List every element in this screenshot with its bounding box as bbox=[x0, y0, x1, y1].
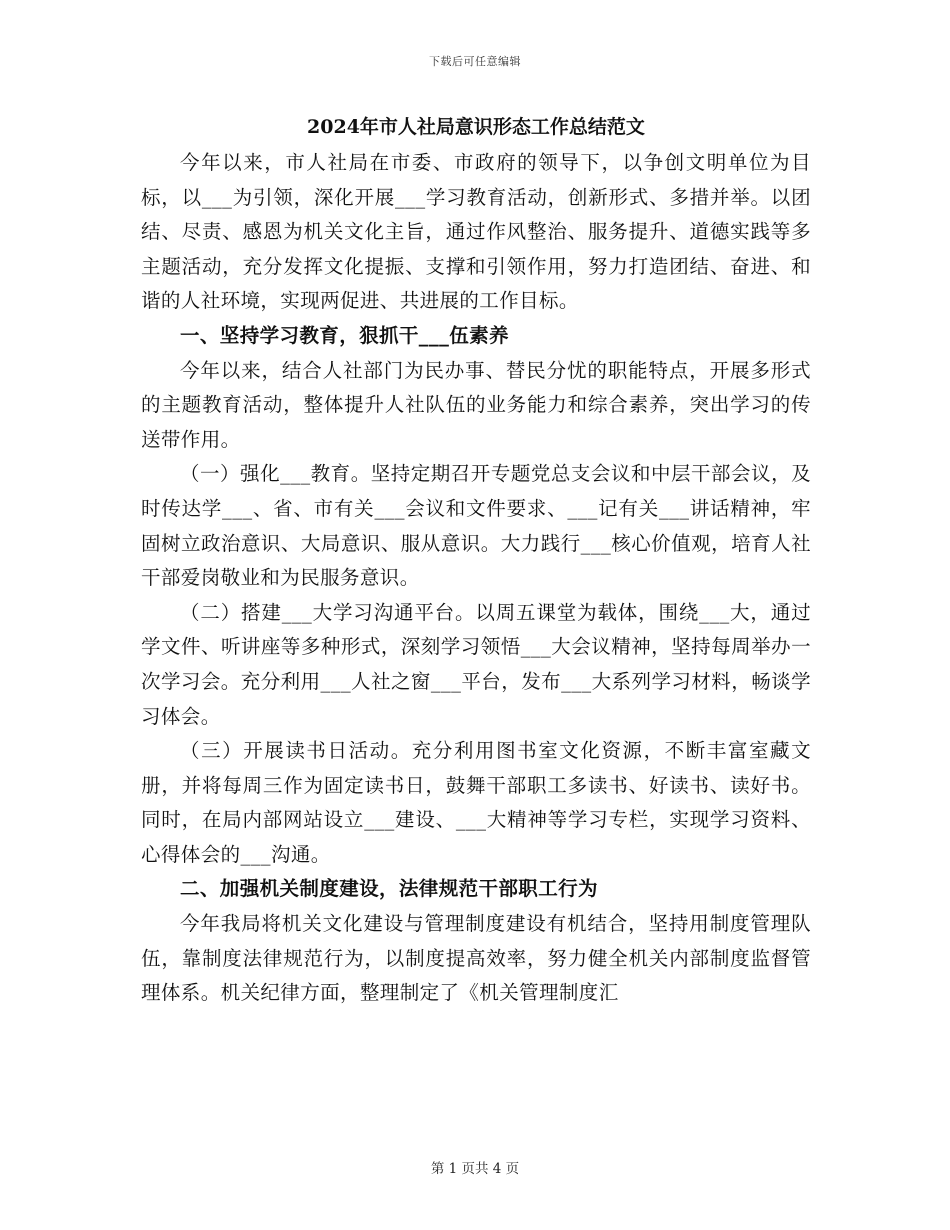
document-title: 2024年市人社局意识形态工作总结范文 bbox=[307, 116, 645, 138]
subsection-2-paragraph: （二）搭建___大学习沟通平台。以周五课堂为载体，围绕___大，通过学文件、听讲座等多种形式，深刻学习领悟___大会议精神，坚持每周举办一次学习会。充分利用___人社之窗___平台，发布___大系列学习材料，畅谈学习体会。 bbox=[141, 600, 811, 728]
page-footer: 第 1 页共 4 页 bbox=[430, 1161, 520, 1177]
header-note: 下载后可任意编辑 bbox=[429, 55, 521, 68]
section-heading-1: 一、坚持学习教育，狠抓干___伍素养 bbox=[180, 323, 509, 347]
section-1-paragraph: 今年以来，结合人社部门为民办事、替民分忧的职能特点，开展多形式的主题教育活动，整体提升人社队伍的业务能力和综合素养，突出学习的传送带作用。 bbox=[141, 358, 811, 451]
subsection-1-paragraph: （一）强化___教育。坚持定期召开专题党总支会议和中层干部会议，及时传达学___、省、市有关___会议和文件要求、___记有关___讲话精神，牢固树立政治意识、大局意识、服从意识。大力践行___核心价值观，培育人社干部爱岗敬业和为民服务意识。 bbox=[141, 462, 811, 590]
document-body bbox=[141, 112, 811, 1011]
subsection-3-paragraph: （三）开展读书日活动。充分利用图书室文化资源，不断丰富室藏文册，并将每周三作为固定读书日，鼓舞干部职工多读书、好读书、读好书。同时，在局内部网站设立___建设、___大精神等学习专栏，实现学习资料、心得体会的___沟通。 bbox=[141, 739, 811, 866]
section-heading-2: 二、加强机关制度建设，法律规范干部职工行为 bbox=[180, 877, 598, 901]
intro-paragraph: 今年以来，市人社局在市委、市政府的领导下，以争创文明单位为目标，以___为引领，深化开展___学习教育活动，创新形式、多措并举。以团结、尽责、感恩为机关文化主旨，通过作风整治、服务提升、道德实践等多主题活动，充分发挥文化提振、支撑和引领作用，努力打造团结、奋进、和谐的人社环境，实现两促进、共进展的工作目标。 bbox=[141, 151, 811, 313]
section-2-paragraph: 今年我局将机关文化建设与管理制度建设有机结合，坚持用制度管理队伍，靠制度法律规范行为，以制度提高效率，努力健全机关内部制度监督管理体系。机关纪律方面，整理制定了《机关管理制度汇 bbox=[141, 912, 811, 1005]
